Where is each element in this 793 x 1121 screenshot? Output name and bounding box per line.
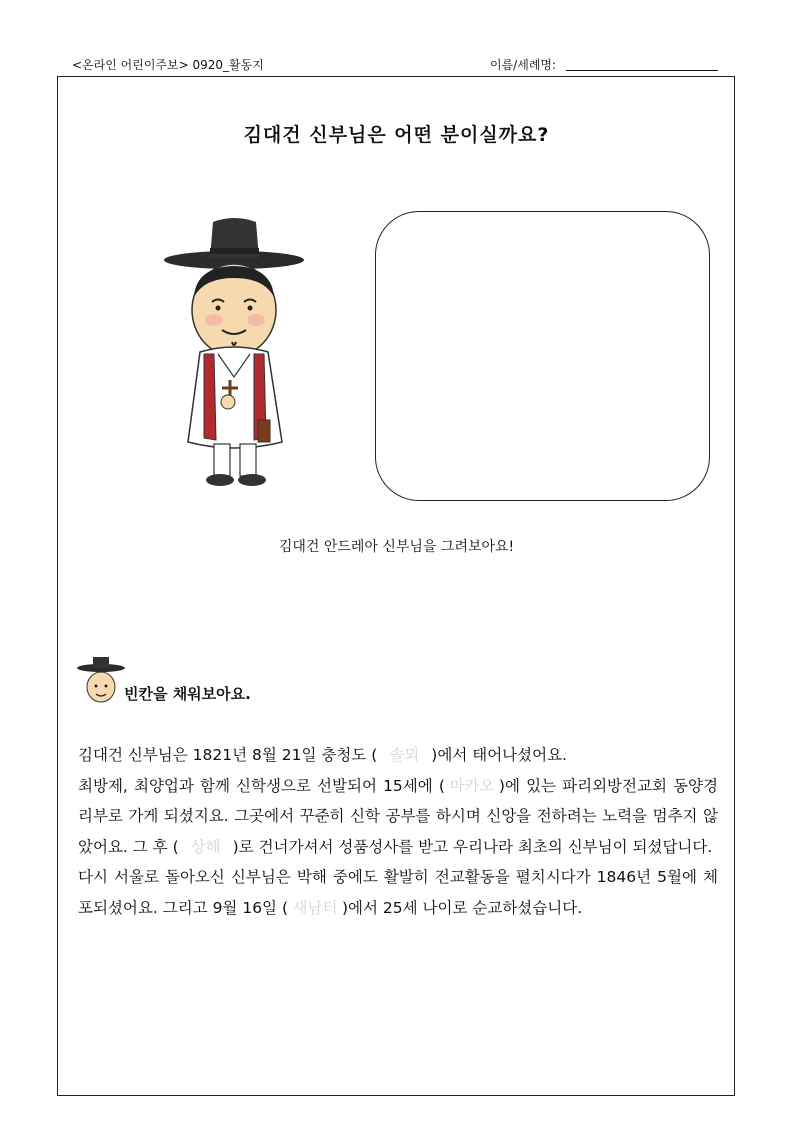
blank-4[interactable]: 새남터: [292, 898, 338, 917]
blank-3[interactable]: 상해: [190, 837, 221, 856]
drawing-caption: 김대건 안드레아 신부님을 그려보아요!: [278, 539, 515, 555]
blank-1[interactable]: 솔뫼: [389, 746, 420, 764]
sentence-1: 김대건 신부님은 1821년 8월 21일 충청도 ( 솔뫼 )에서 태어나셨어요.: [78, 740, 718, 771]
sentence-3: 다시 서울로 돌아오신 신부님은 박해 중에도 활발히 전교활동을 펼치시다가 1846년 5월에 체포되셨어요. 그리고 9월 16일 ( 새남터 )에서 25세 나이로 순교하셨습니다.: [78, 862, 718, 923]
priest-illustration: [160, 212, 310, 492]
fill-in-paragraph: [78, 740, 718, 923]
blank-2[interactable]: 마카오: [449, 776, 495, 795]
name-label: 이름/세례명:: [490, 58, 557, 72]
sentence-2: 최방제, 최양업과 함께 신학생으로 선발되어 15세에 ( 마카오 )에 있는 파리외방전교회 동양경리부로 가게 되셨지요. 그곳에서 꾸준히 신학 공부를 하시며 신앙을 전하려는 노력을 멈추지 않았어요. 그 후 ( 상해 )로 건너가셔서 성품성사를 받고 우리나라 최초의 신부님이 되셨답니다.: [78, 771, 718, 863]
drawing-area[interactable]: [375, 211, 710, 501]
page-title: 김대건 신부님은 어떤 분이실까요?: [243, 124, 550, 146]
worksheet-header: <온라인 어린이주보> 0920_활동지: [72, 58, 264, 72]
priest-face-icon: [76, 656, 126, 706]
fill-in-heading: 빈칸을 채워보아요.: [124, 685, 251, 703]
name-input-line[interactable]: [566, 70, 718, 71]
